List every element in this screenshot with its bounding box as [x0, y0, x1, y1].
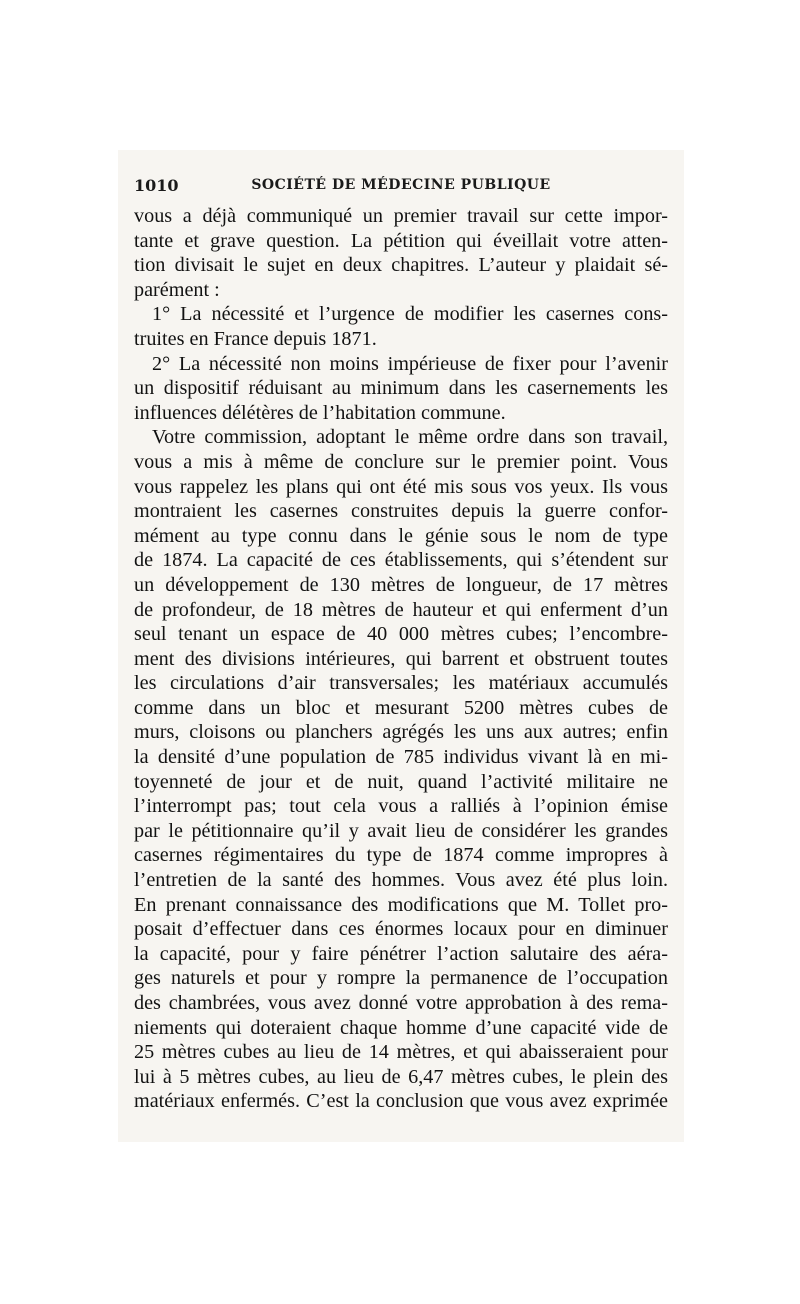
text-line: l’entretien de la santé des hommes. Vous avez été plus loin. [134, 869, 668, 892]
text-line: niements qui doteraient chaque homme d’une capacité vide de [134, 1016, 668, 1039]
text-line: murs, cloisons ou planchers agrégés les uns aux autres; enfin [134, 721, 668, 744]
text-line: matériaux enfermés. C’est la conclusion que vous avez exprimée [134, 1090, 668, 1113]
text-line: 1° La nécessité et l’urgence de modifier les casernes cons- [152, 303, 668, 326]
text-line: truites en France depuis 1871. [134, 327, 377, 350]
text-line: vous rappelez les plans qui ont été mis sous vos yeux. Ils vous [134, 475, 668, 498]
body-text [134, 204, 668, 1114]
text-line: des chambrées, vous avez donné votre approbation à des rema- [134, 992, 668, 1014]
text-line: vous a mis à même de conclure sur le premier point. Vous [134, 450, 668, 473]
text-line: un développement de 130 mètres de longueur, de 17 mètres [134, 573, 668, 596]
text-line: ment des divisions intérieures, qui barrent et obstruent toutes [134, 647, 668, 670]
text-line: posait d’effectuer dans ces énormes locaux pour en diminuer [134, 918, 668, 941]
text-line: seul tenant un espace de 40 000 mètres cubes; l’encombre- [134, 623, 668, 646]
text-line: les circulations d’air transversales; les matériaux accumulés [134, 672, 668, 695]
text-line: de 1874. La capacité de ces établissements, qui s’étendent sur [134, 549, 668, 572]
text-line: Votre commission, adoptant le même ordre dans son travail, [152, 426, 668, 449]
page-header [134, 176, 668, 198]
text-line: montraient les casernes construites depuis la guerre confor- [134, 500, 668, 523]
text-line: En prenant connaissance des modifications que M. Tollet pro- [134, 893, 668, 916]
text-line: 2° La nécessité non moins impérieuse de fixer pour l’avenir [152, 352, 668, 375]
text-line: parément : [134, 278, 220, 301]
text-line: par le pétitionnaire qu’il y avait lieu de considérer les grandes [134, 819, 668, 842]
text-line: de profondeur, de 18 mètres de hauteur et qui enferment d’un [134, 598, 668, 621]
text-line: la densité d’une population de 785 individus vivant là en mi- [134, 746, 668, 769]
text-line: lui à 5 mètres cubes, au lieu de 6,47 mètres cubes, le plein des [134, 1065, 668, 1088]
text-line: la capacité, pour y faire pénétrer l’action salutaire des aéra- [134, 942, 668, 965]
text-line: comme dans un bloc et mesurant 5200 mètres cubes de [134, 696, 668, 719]
text-line: ges naturels et pour y rompre la permanence de l’occupation [134, 967, 668, 990]
text-line: tante et grave question. La pétition qui éveillait votre atten- [134, 229, 668, 252]
text-line: tion divisait le sujet en deux chapitres. L’auteur y plaidait sé- [134, 254, 668, 277]
text-line: casernes régimentaires du type de 1874 comme impropres à [134, 844, 668, 867]
page-number: 1010 [134, 176, 179, 195]
running-title: SOCIÉTÉ DE MÉDECINE PUBLIQUE [251, 177, 551, 193]
text-line: 25 mètres cubes au lieu de 14 mètres, et qui abaisseraient pour [134, 1041, 668, 1064]
text-line: toyenneté de jour et de nuit, quand l’activité militaire ne [134, 770, 668, 793]
text-line: l’interrompt pas; tout cela vous a ralliés à l’opinion émise [134, 795, 668, 818]
text-line: un dispositif réduisant au minimum dans les casernements les [134, 377, 668, 400]
text-line: mément au type connu dans le génie sous le nom de type [134, 524, 668, 547]
text-line: vous a déjà communiqué un premier travail sur cette impor- [134, 205, 668, 227]
text-line: influences délétères de l’habitation commune. [134, 401, 506, 424]
